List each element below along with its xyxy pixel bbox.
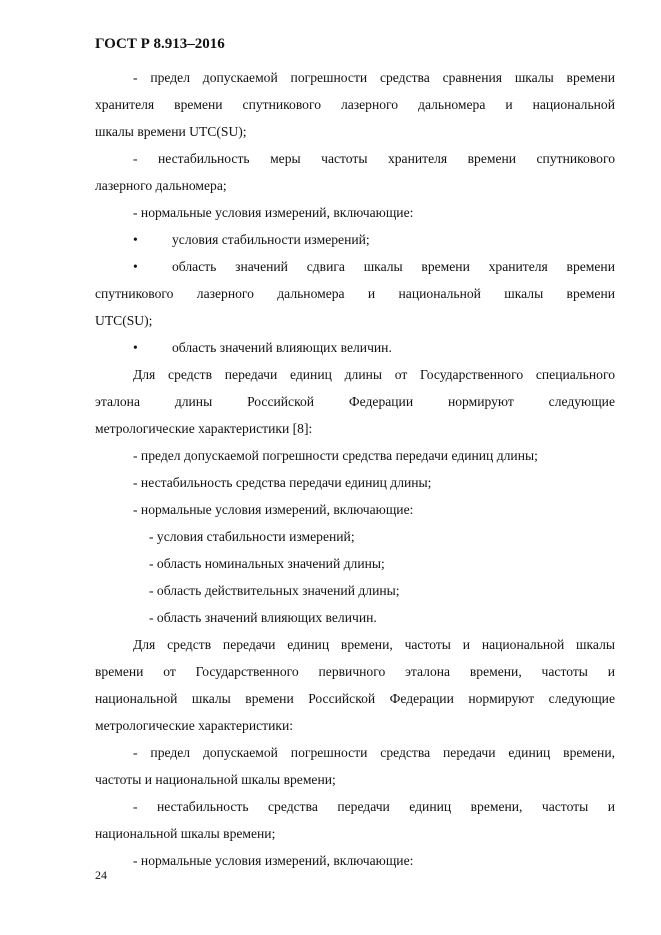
text-line: национальной шкалы времени Российской Федерации нормируют следующие [95,691,615,706]
bullet-text: условия стабильности измерений; [172,232,370,247]
text-line: - область значений влияющих величин. [149,610,377,625]
bullet-item [95,253,615,280]
text-line: национальной шкалы времени; [95,826,276,841]
bullet-text: область значений влияющих величин. [172,340,392,355]
page-number: 24 [95,868,107,882]
bullet-text: область значений сдвига шкалы времени хранителя времени [172,259,615,274]
text-line: - нестабильность меры частоты хранителя времени спутникового [133,151,615,166]
text-line: - предел допускаемой погрешности средства передачи единиц длины; [133,448,538,463]
text-line: - предел допускаемой погрешности средства передачи единиц времени, [133,745,615,760]
text-line: хранителя времени спутникового лазерного дальномера и национальной [95,97,615,112]
bullet-item [95,226,615,253]
text-line: спутникового лазерного дальномера и национальной шкалы времени [95,286,615,301]
text-line: Для средств передачи единиц длины от Государственного специального [133,367,615,382]
text-line: - область действительных значений длины; [149,583,400,598]
text-line: шкалы времени UTC(SU); [95,124,247,139]
text-line: - нормальные условия измерений, включающие: [133,502,414,517]
text-line: UTC(SU); [95,313,153,328]
document-header: ГОСТ Р 8.913–2016 [95,36,225,52]
bullet-icon: • [133,232,138,247]
text-line: Для средств передачи единиц времени, частоты и национальной шкалы [133,637,615,652]
text-line: - нормальные условия измерений, включающие: [133,205,414,220]
text-line: лазерного дальномера; [95,178,227,193]
text-line: частоты и национальной шкалы времени; [95,772,336,787]
text-line: - область номинальных значений длины; [149,556,385,571]
bullet-icon: • [133,340,138,355]
text-line: - предел допускаемой погрешности средства сравнения шкалы времени [133,70,615,85]
text-line: - условия стабильности измерений; [149,529,355,544]
bullet-icon: • [133,259,138,274]
text-line: метрологические характеристики [8]: [95,421,313,436]
text-line: - нормальные условия измерений, включающие: [133,853,414,868]
text-line: - нестабильность средства передачи единиц времени, частоты и [133,799,615,814]
text-line: - нестабильность средства передачи единиц длины; [133,475,432,490]
bullet-item [95,334,615,361]
document-body [95,64,615,874]
text-line: времени от Государственного первичного эталона времени, частоты и [95,664,615,679]
text-line: метрологические характеристики: [95,718,293,733]
text-line: эталона длины Российской Федерации нормируют следующие [95,394,615,409]
